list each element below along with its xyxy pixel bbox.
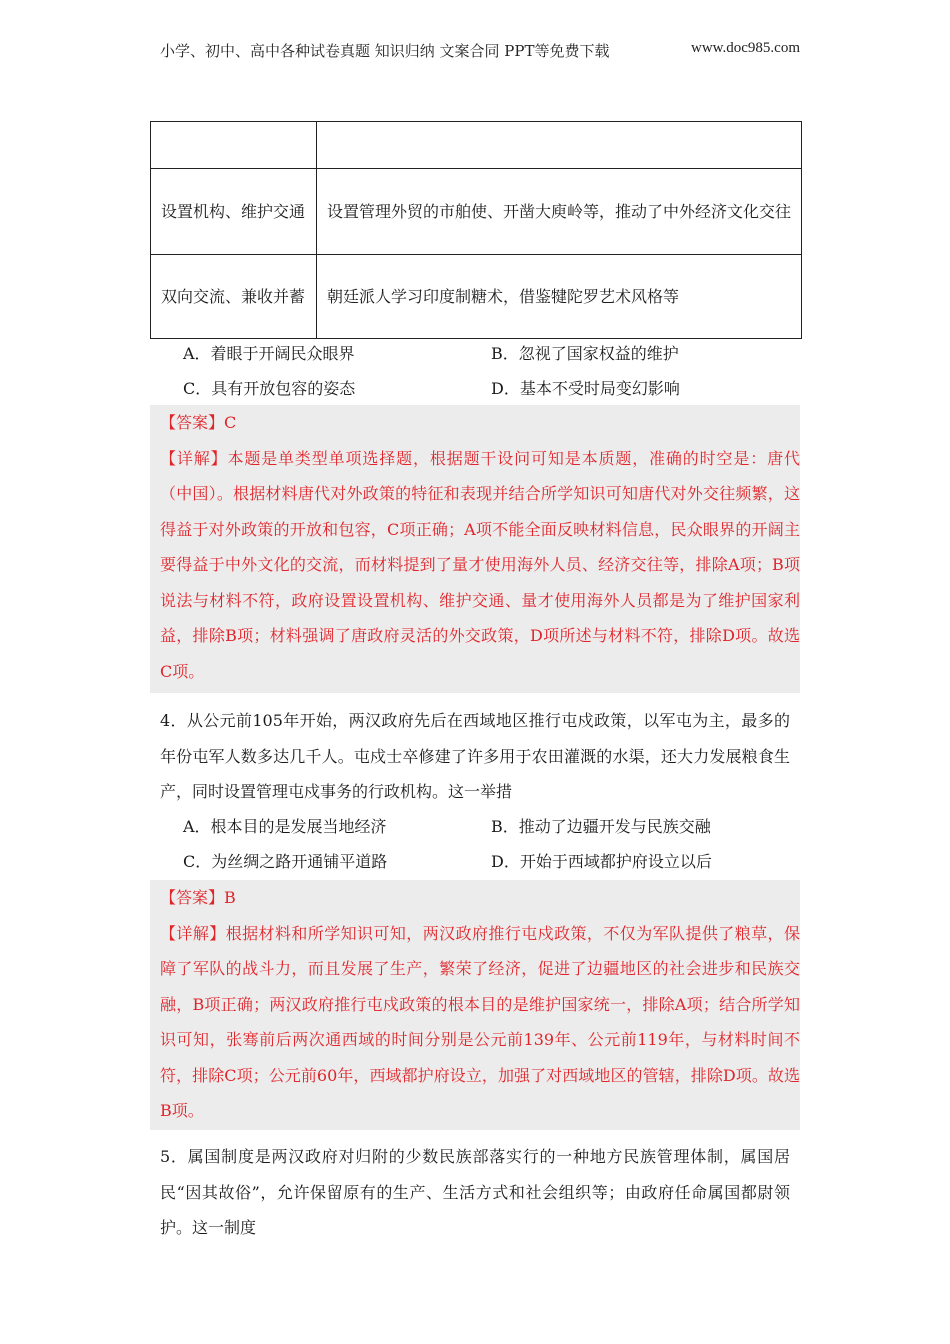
header-text: 小学、初中、高中各种试卷真题 知识归纳 文案合同 PPT等免费下载 <box>160 42 610 60</box>
answer-line <box>160 405 800 441</box>
table-row <box>151 122 802 169</box>
option-d: D．开始于西域都护府设立以后 <box>491 852 712 871</box>
question-stem: 4．从公元前105年开始，两汉政府先后在西域地区推行屯戍政策，以军屯为主，最多的年份屯军人数多达几千人。屯戍士卒修建了许多用于农田灌溉的水渠，还大力发展粮食生产，同时设置管理屯戍事务的行政机构。这一举措 <box>160 711 790 801</box>
table-row <box>151 169 802 255</box>
table-cell: 设置机构、维护交通 <box>151 169 317 255</box>
detail-tag: 【详解】 <box>160 448 228 468</box>
table-cell: 设置管理外贸的市舶使、开凿大庾岭等，推动了中外经济文化交往 <box>317 169 802 255</box>
answer-tag: 【答案】 <box>160 888 225 907</box>
table-cell <box>317 122 802 169</box>
detail-tag: 【详解】 <box>160 923 226 943</box>
table-cell: 双向交流、兼收并蓄 <box>151 255 317 339</box>
page-header <box>160 40 800 61</box>
option-c: C．为丝绸之路开通铺平道路 <box>183 852 388 871</box>
detail-text: 根据材料和所学知识可知，两汉政府推行屯戍政策，不仅为军队提供了粮草，保障了军队的战斗力，而且发展了生产，繁荣了经济，促进了边疆地区的社会进步和民族交融，B项正确；两汉政府推行屯戍政策的根本目的是维护国家统一，排除A项；结合所学知识可知，张骞前后两次通西域的时间分别是公元前139年、公元前119年，与材料时间不符，排除C项；公元前60年，西域都护府设立，加强了对西域地区的管辖，排除D项。故选B项。 <box>160 923 800 1120</box>
answer-line <box>160 880 800 916</box>
detail-paragraph <box>160 441 800 690</box>
q4-options <box>183 813 743 875</box>
answer-value: B <box>224 888 236 907</box>
table-row <box>151 255 802 339</box>
question-stem: 5．属国制度是两汉政府对归附的少数民族部落实行的一种地方民族管理体制，属国居民“因其故俗”，允许保留原有的生产、生活方式和社会组织等；由政府任命属国都尉领护。这一制度 <box>160 1147 790 1237</box>
answer-tag: 【答案】 <box>160 413 225 432</box>
detail-paragraph <box>160 916 800 1129</box>
option-c: C．具有开放包容的姿态 <box>183 379 356 398</box>
answer-value: C <box>224 413 237 432</box>
q3-answer-block <box>150 405 800 693</box>
q4-answer-block <box>150 880 800 1130</box>
material-table <box>150 121 802 339</box>
option-b: B．忽视了国家权益的维护 <box>491 344 679 363</box>
option-d: D．基本不受时局变幻影响 <box>491 379 680 398</box>
header-site[interactable]: www.doc985.com <box>690 40 800 56</box>
option-a: A．着眼于开阔民众眼界 <box>183 344 355 363</box>
option-b: B．推动了边疆开发与民族交融 <box>491 817 711 836</box>
table-cell: 朝廷派人学习印度制糖术，借鉴犍陀罗艺术风格等 <box>317 255 802 339</box>
question-4 <box>160 703 790 810</box>
table-cell <box>151 122 317 169</box>
q3-options <box>183 340 743 402</box>
detail-text: 本题是单类型单项选择题，根据题干设问可知是本质题，准确的时空是：唐代（中国）。根据材料唐代对外政策的特征和表现并结合所学知识可知唐代对外交往频繁，这得益于对外政策的开放和包容，C项正确；A项不能全面反映材料信息，民众眼界的开阔主要得益于中外文化的交流，而材料提到了量才使用海外人员、经济交往等，排除A项；B项说法与材料不符，政府设置设置机构、维护交通、量才使用海外人员都是为了维护国家利益，排除B项；材料强调了唐政府灵活的外交政策，D项所述与材料不符，排除D项。故选C项。 <box>160 448 800 681</box>
option-a: A．根本目的是发展当地经济 <box>183 817 387 836</box>
question-5 <box>160 1139 790 1246</box>
